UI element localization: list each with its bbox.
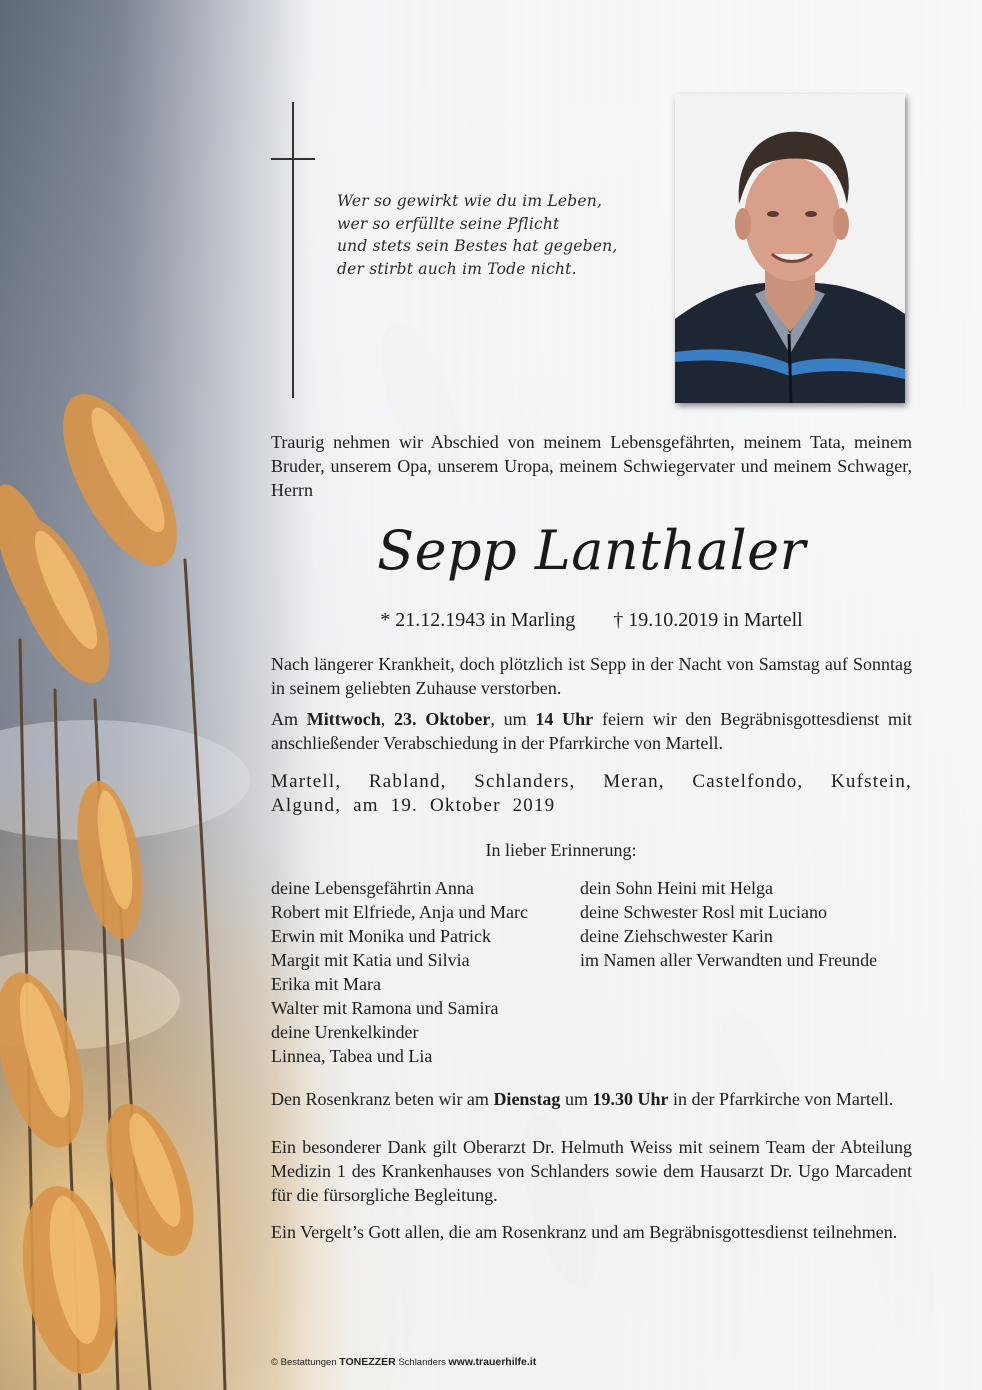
mourner-line: deine Schwester Rosl mit Luciano bbox=[580, 902, 827, 922]
mourner-line: dein Sohn Heini mit Helga bbox=[580, 878, 773, 898]
rosary-text-part: um bbox=[560, 1089, 593, 1109]
footer-website[interactable]: www.trauerhilfe.it bbox=[448, 1356, 537, 1368]
mourner-line: deine Urenkelkinder bbox=[271, 1022, 419, 1042]
poem-line: der stirbt auch im Tode nicht. bbox=[337, 259, 577, 278]
rosary-text bbox=[271, 1087, 912, 1111]
footer-copyright: © Bestattungen bbox=[271, 1357, 337, 1368]
mourner-line: deine Lebensgefährtin Anna bbox=[271, 878, 474, 898]
footer-credit bbox=[271, 1356, 536, 1368]
cross-icon bbox=[292, 102, 294, 398]
funeral-day: Mittwoch bbox=[306, 709, 381, 729]
poem-line: wer so erfüllte seine Pflicht bbox=[337, 214, 560, 233]
funeral-date: 23. Oktober bbox=[394, 709, 491, 729]
mourner-line: Robert mit Elfriede, Anja und Marc bbox=[271, 902, 528, 922]
vergelts-text: Ein Vergelt’s Gott allen, die am Rosenkranz und am Begräbnisgottesdienst teilnehmen. bbox=[271, 1222, 898, 1242]
cross-icon-bar bbox=[271, 158, 315, 160]
mourner-line: Erika mit Mara bbox=[271, 974, 381, 994]
memorial-poem bbox=[337, 190, 657, 280]
mourner-line: deine Ziehschwester Karin bbox=[580, 926, 773, 946]
funeral-text-part: , bbox=[380, 709, 395, 729]
rosary-day: Dienstag bbox=[493, 1089, 561, 1109]
thanks-text: Ein besonderer Dank gilt Oberarzt Dr. Helmuth Weiss mit seinem Team der Abteilung Medizin 1 des Krankenhauses von Schlanders sowie dem Hausarzt Dr. Ugo Marcadent für die fürsorgliche Begleitung. bbox=[271, 1137, 912, 1205]
funeral-text-part: Am bbox=[271, 709, 307, 729]
birth-date: * 21.12.1943 in Marling bbox=[380, 609, 576, 631]
poem-line: und stets sein Bestes hat gegeben, bbox=[337, 237, 618, 255]
rosary-text-part: Den Rosenkranz beten wir am bbox=[271, 1089, 494, 1109]
mourner-line: im Namen aller Verwandten und Freunde bbox=[580, 950, 878, 970]
mourners-left-column bbox=[271, 876, 528, 1068]
places-date-line: Martell, Rabland, Schlanders, Meran, Castelfondo, Kufstein, Algund, am 19. Oktober 2019 bbox=[271, 771, 912, 816]
death-date: † 19.10.2019 in Martell bbox=[613, 609, 803, 631]
rosary-text-part: in der Pfarrkirche von Martell. bbox=[668, 1089, 894, 1109]
mourner-line: Margit mit Katia und Silvia bbox=[271, 950, 470, 970]
deceased-name: Sepp Lanthaler bbox=[377, 519, 806, 582]
footer-town: Schlanders bbox=[398, 1357, 446, 1368]
funeral-text-part: feiern wir den Begräbnisgottesdienst mit anschließender Verabschiedung in der Pfarrkirche von Martell. bbox=[271, 709, 912, 753]
funeral-text-part: , um bbox=[490, 709, 536, 729]
mourner-line: Erwin mit Monika und Patrick bbox=[271, 926, 491, 946]
portrait-photo bbox=[675, 94, 905, 403]
life-dates bbox=[271, 606, 912, 634]
mourner-line: Walter mit Ramona und Samira bbox=[271, 998, 499, 1018]
mourners-right-column bbox=[580, 876, 877, 972]
poem-line: Wer so gewirkt wie du im Leben, bbox=[337, 192, 603, 210]
funeral-text bbox=[271, 707, 912, 755]
mourner-line: Linnea, Tabea und Lia bbox=[271, 1046, 433, 1066]
footer-company: TONEZZER bbox=[339, 1356, 396, 1368]
announcement-text: Nach längerer Krankheit, doch plötzlich ist Sepp in der Nacht von Samstag auf Sonntag in seinem geliebten Zuhause verstorben. bbox=[271, 654, 912, 698]
funeral-time: 14 Uhr bbox=[535, 709, 594, 729]
intro-text: Traurig nehmen wir Abschied von meinem Lebensgefährten, meinem Tata, meinem Bruder, unserem Opa, unserem Uropa, meinem Schwiegervater und meinem Schwager, Herrn bbox=[271, 432, 912, 500]
rosary-time: 19.30 Uhr bbox=[592, 1089, 669, 1109]
memory-heading: In lieber Erinnerung: bbox=[485, 840, 637, 860]
